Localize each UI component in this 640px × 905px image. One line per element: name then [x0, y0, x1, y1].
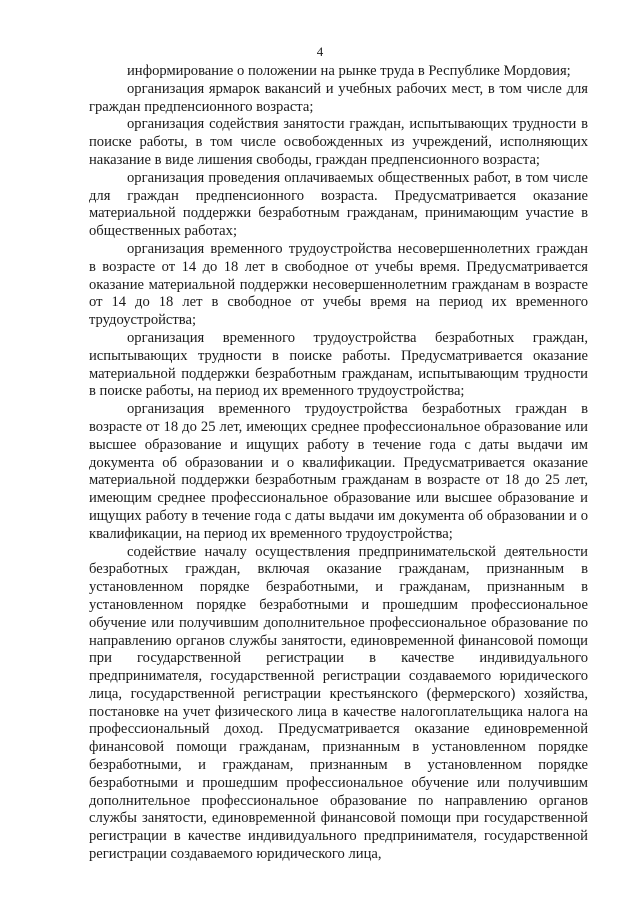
paragraph-job-fairs: организация ярмарок вакансий и учебных рабочих мест, в том числе для граждан предпенсионного возраста;	[89, 80, 588, 115]
paragraph-minors-employment: организация временного трудоустройства несовершеннолетних граждан в возрасте от 14 до 18 лет в свободное от учебы время. Предусматривается оказание материальной поддержки несовершеннолетним гражданам в возрасте от 14 до 18 лет в свободное от учебы время на период их временного трудоустройства;	[89, 240, 588, 329]
page-number: 4	[316, 44, 324, 59]
paragraph-labor-market-info: информирование о положении на рынке труда в Республике Мордовия;	[127, 63, 571, 79]
paragraph-entrepreneurship-support: содействие началу осуществления предпринимательской деятельности безработных граждан, включая оказание гражданам, признанным в установленном порядке безработными, и гражданам, признанным в установленном порядке безработными и прошедшим профессиональное обучение или получившим дополнительное профессиональное образование по направлению органов службы занятости, единовременной финансовой помощи при государственной регистрации в качестве индивидуального предпринимателя, государственной регистрации создаваемого юридического лица, государственной регистрации крестьянского (фермерского) хозяйства, постановке на учет физического лица в качестве налогоплательщика налога на профессиональный доход. Предусматривается оказание единовременной финансовой помощи гражданам, признанным в установленном порядке безработными, и гражданам, признанным в установленном порядке безработными и прошедшим профессиональное обучение или получившим дополнительное профессиональное образование по направлению органов службы занятости, единовременной финансовой помощи при государственной регистрации в качестве индивидуального предпринимателя, государственной регистрации создаваемого юридического лица,	[89, 543, 588, 863]
paragraph-unemployed-temporary-employment: организация временного трудоустройства безработных граждан, испытывающих трудности в поиске работы. Предусматривается оказание материальной поддержки безработным гражданам, испытывающим трудности в поиске работы, на период их временного трудоустройства;	[89, 329, 588, 400]
paragraph-employment-assistance: организация содействия занятости граждан, испытывающих трудности в поиске работы, в том числе освобожденных из учреждений, исполняющих наказание в виде лишения свободы, граждан предпенсионного возраста;	[89, 116, 588, 168]
document-body	[89, 63, 588, 864]
paragraph-graduates-temporary-employment: организация временного трудоустройства безработных граждан в возрасте от 18 до 25 лет, имеющих среднее профессиональное образование или высшее образование и ищущих работу в течение года с даты выдачи им документа об образовании и о квалификации. Предусматривается оказание материальной поддержки безработным гражданам в возрасте от 18 до 25 лет, имеющим среднее профессиональное образование или высшее образование и ищущих работу в течение года с даты выдачи им документа об образовании и о квалификации, на период их временного трудоустройства;	[89, 401, 588, 542]
paragraph-public-works: организация проведения оплачиваемых общественных работ, в том числе для граждан предпенсионного возраста. Предусматривается оказание материальной поддержки безработным гражданам, принимающим участие в общественных работах;	[89, 169, 588, 240]
